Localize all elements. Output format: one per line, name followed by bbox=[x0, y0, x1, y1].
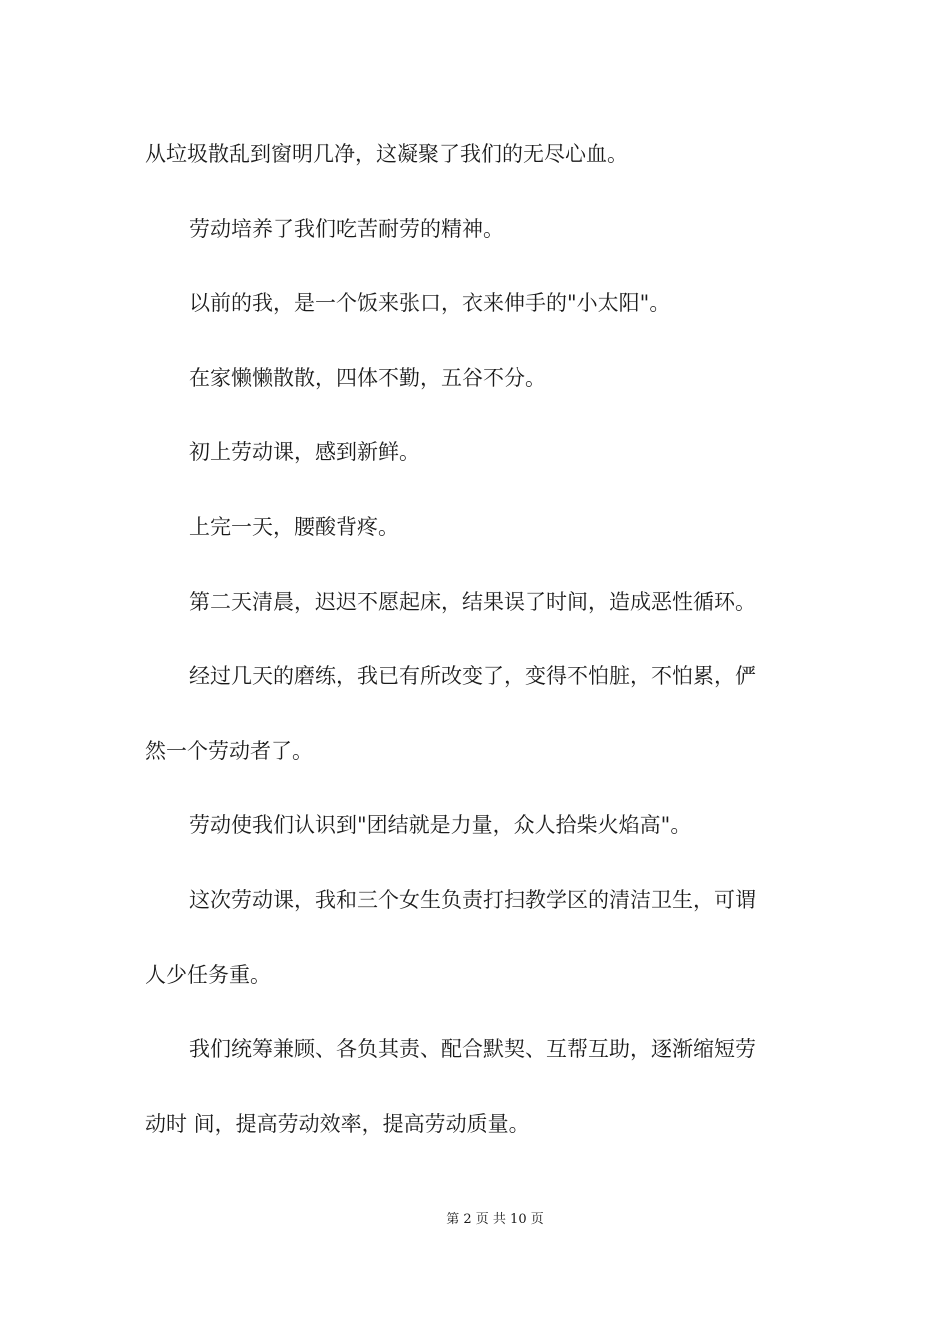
text-line: 初上劳动课，感到新鲜。 bbox=[189, 440, 420, 465]
text-line: 劳动使我们认识到"团结就是力量，众人拾柴火焰高"。 bbox=[189, 813, 692, 838]
text-line: 从垃圾散乱到窗明几净，这凝聚了我们的无尽心血。 bbox=[145, 142, 628, 166]
text-line: 劳动培养了我们吃苦耐劳的精神。 bbox=[189, 216, 504, 241]
text-line: 第二天清晨，迟迟不愿起床，结果误了时间，造成恶性循环。 bbox=[189, 589, 756, 614]
text-line: 这次劳动课，我和三个女生负责打扫教学区的清洁卫生，可谓 bbox=[189, 887, 756, 912]
text-line: 在家懒懒散散，四体不勤，五谷不分。 bbox=[189, 365, 546, 390]
page-footer: 第 2 页 共 10 页 bbox=[446, 1212, 544, 1227]
text-line: 经过几天的磨练，我已有所改变了，变得不怕脏，不怕累，俨 bbox=[189, 664, 756, 689]
text-line: 以前的我，是一个饭来张口，衣来伸手的"小太阳"。 bbox=[189, 291, 671, 316]
text-line: 上完一天，腰酸背疼。 bbox=[189, 514, 399, 539]
text-line: 人少任务重。 bbox=[145, 962, 271, 987]
body-text bbox=[145, 132, 810, 1176]
text-line: 然一个劳动者了。 bbox=[145, 738, 313, 763]
text-line: 动时 间，提高劳动效率，提高劳动质量。 bbox=[145, 1111, 530, 1136]
text-line: 我们统筹兼顾、各负其责、配合默契、互帮互助，逐渐缩短劳 bbox=[189, 1037, 756, 1062]
